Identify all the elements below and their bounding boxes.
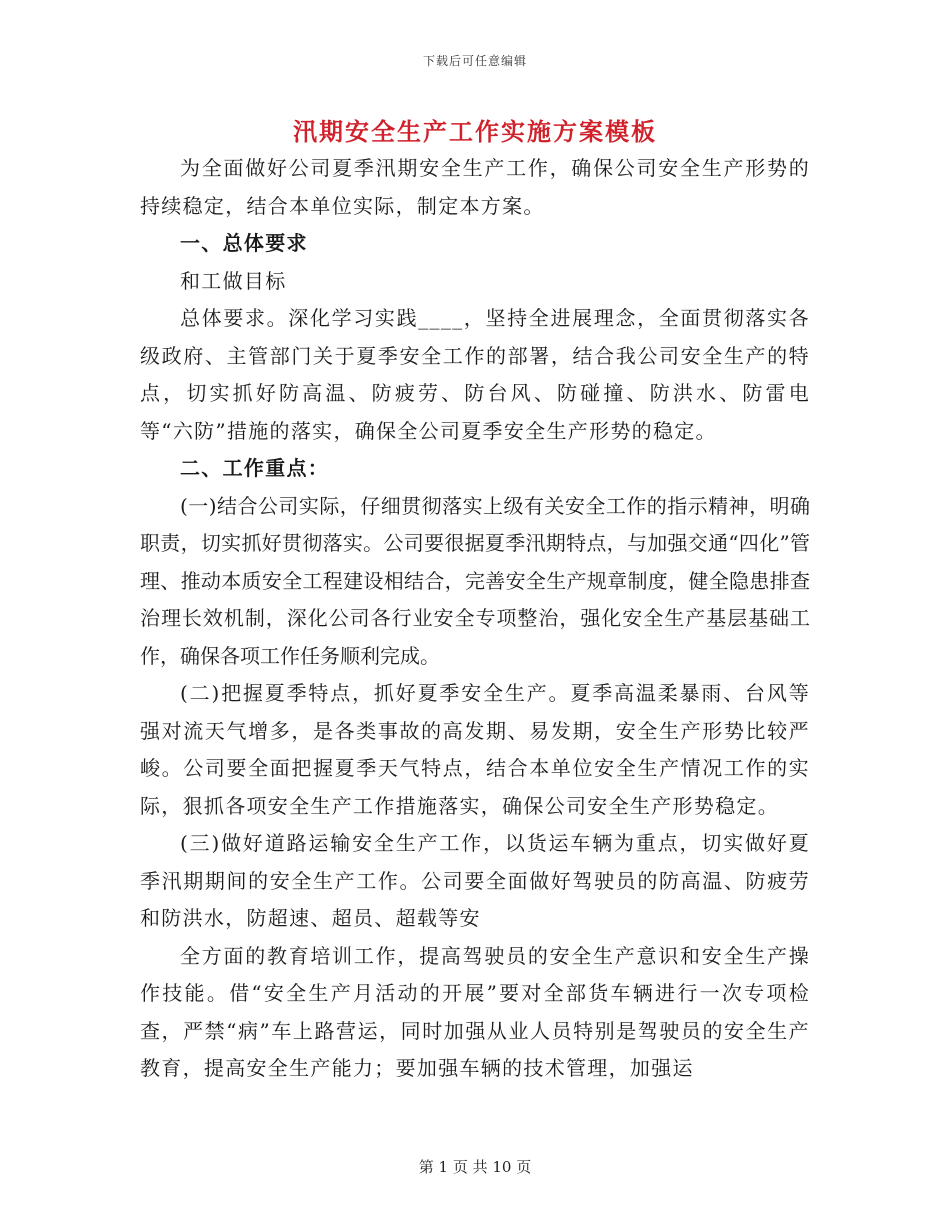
intro-paragraph: 为全面做好公司夏季汛期安全生产工作，确保公司安全生产形势的持续稳定，结合本单位实际，制定本方案。 [140, 156, 810, 218]
document-title: 汛期安全生产工作实施方案模板 [293, 117, 657, 146]
header-note: 下载后可任意编辑 [422, 54, 527, 68]
work-focus-item-3-continued: 全方面的教育培训工作，提高驾驶员的安全生产意识和安全生产操作技能。借“安全生产月活动的开展”要对全部货车辆进行一次专项检查，严禁“病”车上路营运，同时加强从业人员特别是驾驶员的安全生产教育，提高安全生产能力；要加强车辆的技术管理，加强运 [140, 943, 810, 1080]
section-heading-general-requirements: 一、总体要求 [180, 231, 308, 255]
work-focus-item-1: (一)结合公司实际，仔细贯彻落实上级有关安全工作的指示精神，明确职责，切实抓好贯彻落实。公司要很据夏季汛期特点，与加强交通“四化”管理、推动本质安全工程建设相结合，完善安全生产规章制度，健全隐患排查治理长效机制，深化公司各行业安全专项整治，强化安全生产基层基础工作，确保各项工作任务顺利完成。 [140, 493, 810, 668]
work-focus-item-2: (二)把握夏季特点，抓好夏季安全生产。夏季高温柔暴雨、台风等强对流天气增多，是各类事故的高发期、易发期，安全生产形势比较严峻。公司要全面把握夏季天气特点，结合本单位安全生产情况工作的实际，狠抓各项安全生产工作措施落实，确保公司安全生产形势稳定。 [140, 681, 810, 818]
work-focus-item-3: (三)做好道路运输安全生产工作，以货运车辆为重点，切实做好夏季汛期期间的安全生产工作。公司要全面做好驾驶员的防高温、防疲劳和防洪水，防超速、超员、超载等安 [140, 831, 810, 930]
section-heading-work-focus: 二、工作重点： [180, 456, 330, 480]
general-requirements-paragraph: 总体要求。深化学习实践____，坚持全进展理念，全面贯彻落实各级政府、主管部门关于夏季安全工作的部署，结合我公司安全生产的特点，切实抓好防高温、防疲劳、防台风、防碰撞、防洪水、防雷电等“六防”措施的落实，确保全公司夏季安全生产形势的稳定。 [140, 306, 810, 443]
goals-subheading: 和工做目标 [180, 268, 287, 293]
document-body [140, 150, 810, 1088]
page-number: 第 1 页 共 10 页 [418, 1158, 532, 1176]
